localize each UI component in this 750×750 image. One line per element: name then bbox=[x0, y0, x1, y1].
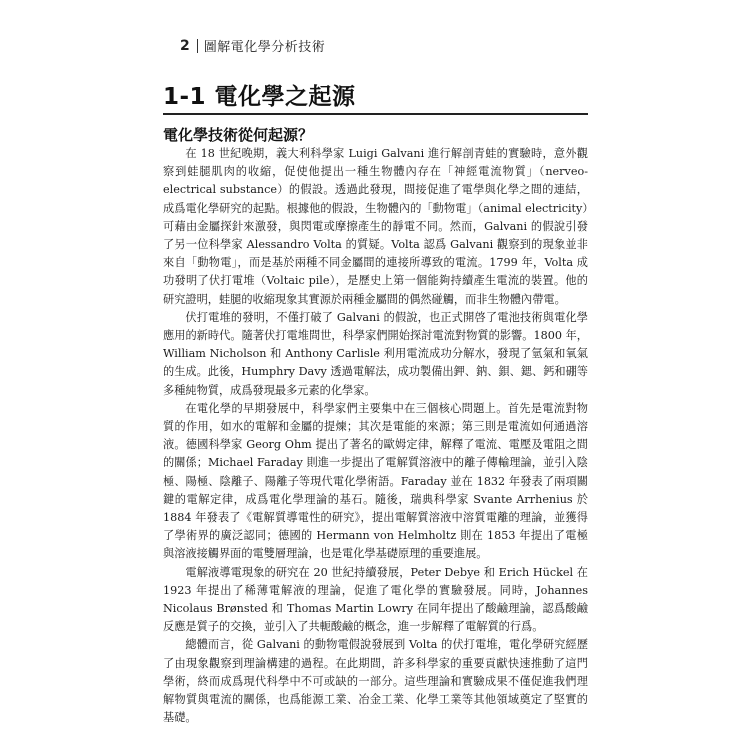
chapter-title: 圖解電化學分析技術 bbox=[203, 40, 326, 55]
section-subtitle: 電化學技術從何起源？ bbox=[163, 126, 314, 144]
paragraph: 在電化學的早期發展中，科學家們主要集中在三個核心問題上。首先是電流對物質的作用，如水的電解和金屬的提煉；其次是電能的來源；第三則是電流如何通過溶液。德國科學家 Georg Ohm 提出了著名的歐姆定律，解釋了電流、電壓及電阻之間的關係；Michael Faraday 則進一步提出了電解質溶液中的離子傳輸理論，並引入陰極、陽極、陰離子、陽離子等現代電化學術語。Faraday 並在 1832 年發表了兩項關鍵的電解定律，成爲電化學理論的基石。隨後，瑞典科學家 Svante Arrhenius 於 1884 年發表了《電解質導電性的研究》，提出電解質溶液中溶質電離的理論，並獲得了學術界的廣泛認同；德國的 Hermann von Helmholtz 則在 1853 年提出了電極與溶液接觸界面的電雙層理論，也是電化學基礎原理的重要進展。 bbox=[163, 401, 588, 561]
paragraph: 伏打電堆的發明，不僅打破了 Galvani 的假說，也正式開啓了電池技術與電化學應用的新時代。隨著伏打電堆問世，科學家們開始探討電流對物質的影響。1800 年，William Nicholson 和 Anthony Carlisle 利用電流成功分解水，發現了氫氣和氧氣的生成。此後，Humphry Davy 透過電解法，成功製備出鉀、鈉、鋇、鍶、鈣和硼等多種純物質，成爲發現最多元素的化學家。 bbox=[163, 310, 588, 397]
body-text bbox=[163, 145, 588, 728]
page-number: 2 bbox=[180, 37, 190, 54]
header-divider bbox=[197, 39, 198, 53]
page-header bbox=[180, 36, 325, 55]
paragraph: 在 18 世紀晚期，義大利科學家 Luigi Galvani 進行解剖青蛙的實驗時，意外觀察到蛙腿肌肉的收縮，促使他提出一種生物體內存在「神經電流物質」（nerveo-electrical substance）的假設。透過此發現，間接促進了電學與化學之間的連結，成爲電化學研究的起點。根據他的假設，生物體內的「動物電」（animal electricity）可藉由金屬探針來激發，與閃電或摩擦產生的靜電不同。然而，Galvani 的假說引發了另一位科學家 Alessandro Volta 的質疑。Volta 認爲 Galvani 觀察到的現象並非來自「動物電」，而是基於兩種不同金屬間的連接所導致的電流。1799 年，Volta 成功發明了伏打電堆（Voltaic pile），是歷史上第一個能夠持續產生電流的裝置。他的研究證明，蛙腿的收縮現象其實源於兩種金屬間的偶然碰觸，而非生物體內帶電。 bbox=[163, 147, 588, 306]
paragraph: 總體而言，從 Galvani 的動物電假說發展到 Volta 的伏打電堆，電化學研究經歷了由現象觀察到理論構建的過程。在此期間，許多科學家的重要貢獻快速推動了這門學術，終而成爲現代科學中不可或缺的一部分。這些理論和實驗成果不僅促進我們理解物質與電流的關係，也爲能源工業、冶金工業、化學工業等其他領域奠定了堅實的基礎。 bbox=[163, 638, 588, 725]
section-title: 1-1 電化學之起源 bbox=[163, 84, 356, 110]
paragraph: 電解液導電現象的研究在 20 世紀持續發展，Peter Debye 和 Erich Hückel 在 1923 年提出了稀薄電解液的理論，促進了電化學的實驗發展。同時，Johannes Nicolaus Brønsted 和 Thomas Martin Lowry 在同年提出了酸鹼理論，認爲酸鹼反應是質子的交換，並引入了共軛酸鹼的概念，進一步解釋了電解質的行爲。 bbox=[163, 565, 588, 634]
section-divider bbox=[163, 113, 588, 115]
